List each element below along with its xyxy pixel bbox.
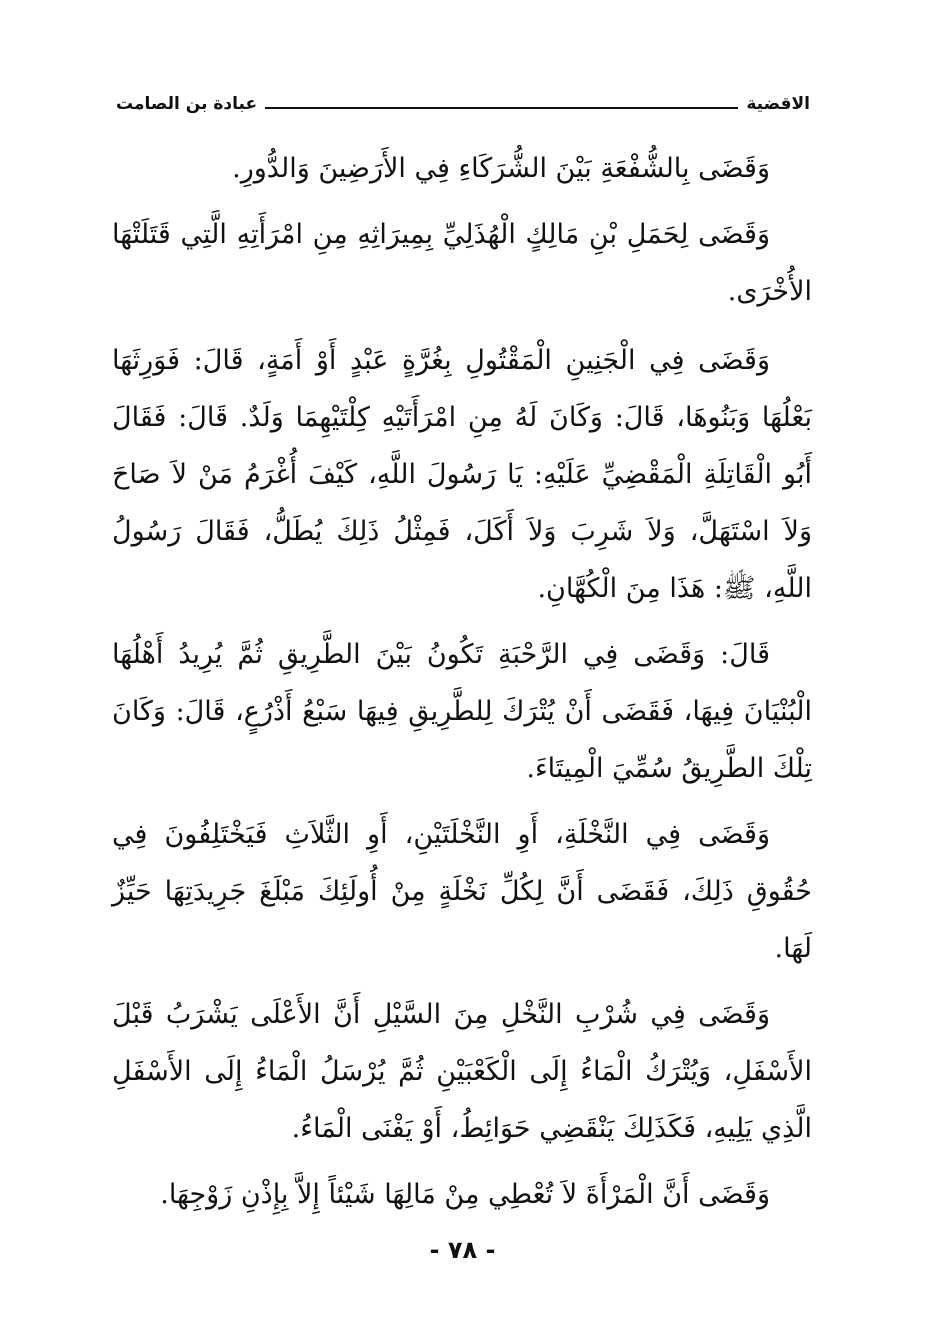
paragraph-1: وَقَضَى بِالشُّفْعَةِ بَيْنَ الشُّرَكَاءِ فِي الأَرَضِينَ وَالدُّورِ. (232, 153, 770, 184)
paragraph-3: وَقَضَى فِي الْجَنِينِ الْمَقْتُولِ بِغُرَّةٍ عَبْدٍ أَوْ أَمَةٍ، قَالَ: فَوَرِثَهَا بَعْلُهَا وَبَنُوهَا، قَالَ: وَكَانَ لَهُ مِنِ امْرَأَتَيْهِ كِلْتَيْهِمَا وَلَدٌ. قَالَ: فَقَالَ أَبُو الْقَاتِلَةِ الْمَقْضِيِّ عَلَيْهِ: يَا رَسُولَ اللَّهِ، كَيْفَ أُغْرَمُ مَنْ لاَ صَاحَ وَلاَ اسْتَهَلَّ، وَلاَ شَرِبَ وَلاَ أَكَلَ، فَمِثْلُ ذَلِكَ يُطَلُّ، فَقَالَ رَسُولُ اللَّهِ، ﷺ: هَذَا مِنَ الْكُهَّانِ. (112, 345, 812, 604)
header-section-title: الاقضية (746, 94, 810, 114)
running-header (116, 88, 810, 114)
header-rule (265, 107, 738, 109)
paragraph-6: وَقَضَى فِي شُرْبِ النَّخْلِ مِنَ السَّيْلِ أَنَّ الأَعْلَى يَشْرَبُ قَبْلَ الأَسْفَلِ، وَيُتْرَكُ الْمَاءُ إِلَى الْكَعْبَيْنِ ثُمَّ يُرْسَلُ الْمَاءُ إِلَى الأَسْفَلِ الَّذِي يَلِيهِ، فَكَذَلِكَ يَنْقَضِي حَوَائِطُ، أَوْ يَفْنَى الْمَاءُ. (112, 999, 812, 1144)
paragraph-7: وَقَضَى أَنَّ الْمَرْأَةَ لاَ تُعْطِي مِنْ مَالِهَا شَيْئاً إِلاَّ بِإِذْنِ زَوْجِهَا. (160, 1179, 770, 1210)
header-person-name: عبادة بن الصامت (116, 94, 258, 114)
text-body (112, 140, 812, 1232)
paragraph-5: وَقَضَى فِي النَّخْلَةِ، أَوِ النَّخْلَتَيْنِ، أَوِ الثَّلاَثِ فَيَخْتَلِفُونَ فِي حُقُوقِ ذَلِكَ، فَقَضَى أَنَّ لِكُلِّ نَخْلَةٍ مِنْ أُولَئِكَ مَبْلَغَ جَرِيدَتِهَا حَيِّزٌ لَهَا. (112, 819, 812, 964)
paragraph-2: وَقَضَى لِحَمَلِ بْنِ مَالِكٍ الْهُذَلِيِّ بِمِيرَاثِهِ مِنِ امْرَأَتِهِ الَّتِي قَتَلَتْهَا الأُخْرَى. (112, 219, 812, 307)
page-number: - ٧٨ - (429, 1236, 496, 1264)
paragraph-4: قَالَ: وَقَضَى فِي الرَّحْبَةِ تَكُونُ بَيْنَ الطَّرِيقِ ثُمَّ يُرِيدُ أَهْلُهَا الْبُنْيَانَ فِيهَا، فَقَضَى أَنْ يُتْرَكَ لِلطَّرِيقِ فِيهَا سَبْعُ أَذْرُعٍ، قَالَ: وَكَانَ تِلْكَ الطَّرِيقُ سُمِّيَ الْمِيتَاءَ. (112, 639, 812, 784)
